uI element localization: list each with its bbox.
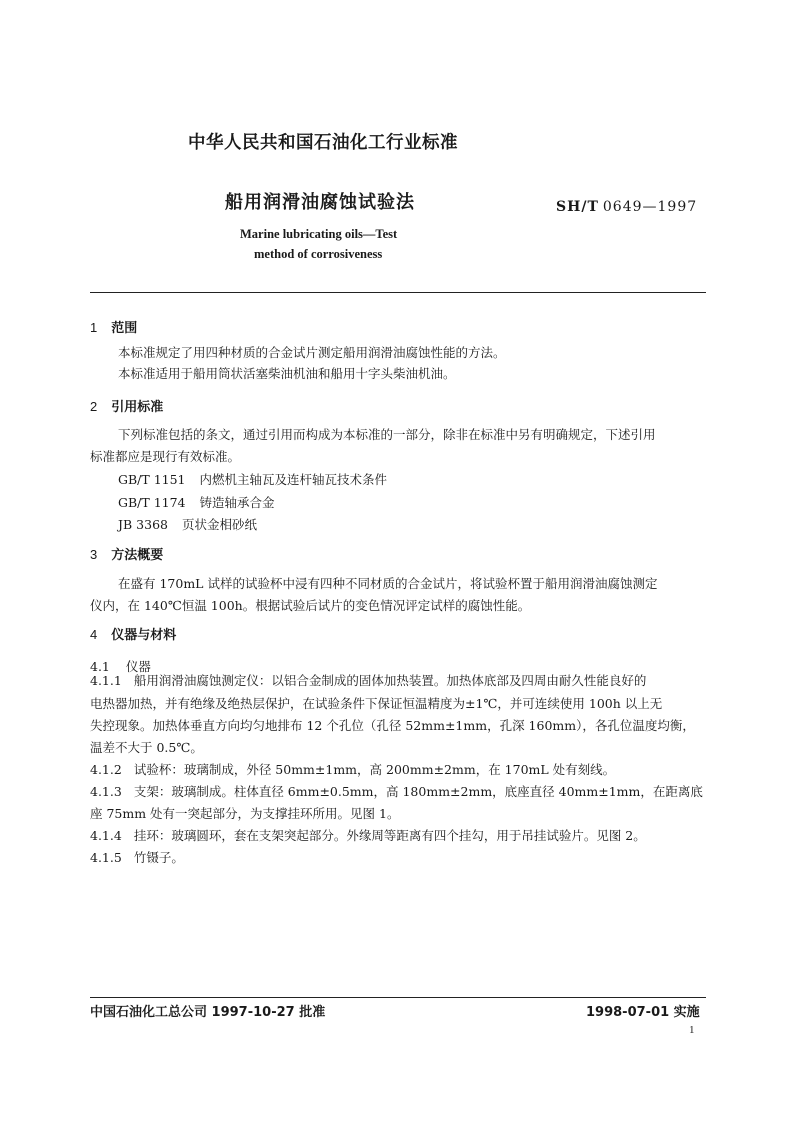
clause-4-1-2 <box>90 758 615 782</box>
section-1-para-2: 本标准适用于船用筒状活塞柴油机油和船用十字头柴油机油。 <box>118 366 456 381</box>
header-divider <box>90 292 706 293</box>
clause-text: 船用润滑油腐蚀测定仪：以铝合金制成的固体加热装置。加热体底部及四周由耐久性能良好的 <box>133 673 647 688</box>
section-title: 范围 <box>111 321 138 336</box>
clause-number: 4.1 <box>90 659 110 674</box>
section-number: 4 <box>90 627 98 642</box>
section-2-para-line-2: 标准都应是现行有效标准。 <box>90 449 241 464</box>
clause-4-1-3 <box>90 780 703 804</box>
standard-code-number: 0649—1997 <box>602 199 698 215</box>
reference-name: 内燃机主轴瓦及连杆轴瓦技术条件 <box>199 472 388 487</box>
clause-number: 4.1.1 <box>90 673 122 688</box>
standard-title-en-line2: method of corrosiveness <box>254 247 383 261</box>
clause-4-1-1-line-3: 失控现象。加热体垂直方向均匀地排布 12 个孔位（孔径 52mm±1mm，孔深 160mm），各孔位温度均衡， <box>90 718 695 733</box>
clause-text: 支架：玻璃制成。柱体直径 6mm±0.5mm，高 180mm±2mm，底座直径 40mm±1mm，在距离底 <box>133 784 703 799</box>
section-title: 仪器与材料 <box>111 628 177 643</box>
reference-code: GB/T 1174 <box>118 495 186 510</box>
section-number: 1 <box>90 320 98 335</box>
section-title: 方法概要 <box>111 548 164 563</box>
section-number: 2 <box>90 399 98 414</box>
section-3-line-1: 在盛有 170mL 试样的试验杯中浸有四种不同材质的合金试片，将试验杯置于船用润滑油腐蚀测定 <box>118 576 658 591</box>
issuing-body: 中华人民共和国石油化工行业标准 <box>188 133 458 153</box>
section-4-heading <box>90 624 176 643</box>
clause-number: 4.1.5 <box>90 850 122 865</box>
footer-divider <box>90 997 706 998</box>
standard-title-en-line1: Marine lubricating oils—Test <box>240 227 398 241</box>
reference-code: JB 3368 <box>118 517 168 532</box>
clause-number: 4.1.3 <box>90 784 122 799</box>
standard-code <box>556 199 697 215</box>
section-1-heading <box>90 317 137 336</box>
clause-4-1-1-line-4: 温差不大于 0.5℃。 <box>90 740 203 755</box>
page-number: 1 <box>689 1024 695 1036</box>
section-2-para-line-1: 下列标准包括的条文，通过引用而构成为本标准的一部分，除非在标准中另有明确规定，下述引用 <box>118 427 656 442</box>
clause-number: 4.1.4 <box>90 828 122 843</box>
clause-text: 竹镊子。 <box>133 850 184 865</box>
section-number: 3 <box>90 547 98 562</box>
standard-code-prefix: SH/T <box>556 199 599 215</box>
clause-4-1-5 <box>90 846 184 870</box>
reference-item <box>118 513 257 537</box>
section-3-heading <box>90 544 163 563</box>
clause-text: 挂环：玻璃圆环，套在支架突起部分。外缘周等距离有四个挂勾，用于吊挂试验片。见图 2。 <box>133 828 646 843</box>
clause-text: 仪器 <box>125 659 151 674</box>
section-3-line-2: 仪内，在 140℃恒温 100h。根据试验后试片的变色情况评定试样的腐蚀性能。 <box>90 598 531 613</box>
section-1-para-1: 本标准规定了用四种材质的合金试片测定船用润滑油腐蚀性能的方法。 <box>118 345 506 360</box>
clause-4-1-1-line-2: 电热器加热，并有绝缘及绝热层保护，在试验条件下保证恒温精度为±1℃，并可连续使用 100h 以上无 <box>90 696 663 711</box>
clause-number: 4.1.2 <box>90 762 122 777</box>
reference-name: 页状金相砂纸 <box>181 517 257 532</box>
standard-title-cn: 船用润滑油腐蚀试验法 <box>225 192 415 213</box>
implementation-line: 1998-07-01 实施 <box>586 1005 700 1020</box>
clause-4-1-3-line-2: 座 75mm 处有一突起部分，为支撑挂环所用。见图 1。 <box>90 806 400 821</box>
clause-4-1-1 <box>90 669 646 693</box>
clause-text: 试验杯：玻璃制成，外径 50mm±1mm，高 200mm±2mm，在 170mL 处有刻线。 <box>133 762 616 777</box>
reference-item <box>118 491 275 515</box>
section-title: 引用标准 <box>111 400 164 415</box>
clause-4-1-4 <box>90 824 646 848</box>
reference-item <box>118 468 387 492</box>
reference-code: GB/T 1151 <box>118 472 186 487</box>
approval-line: 中国石油化工总公司 1997-10-27 批准 <box>90 1005 326 1020</box>
section-2-heading <box>90 396 163 415</box>
reference-name: 铸造轴承合金 <box>199 495 275 510</box>
